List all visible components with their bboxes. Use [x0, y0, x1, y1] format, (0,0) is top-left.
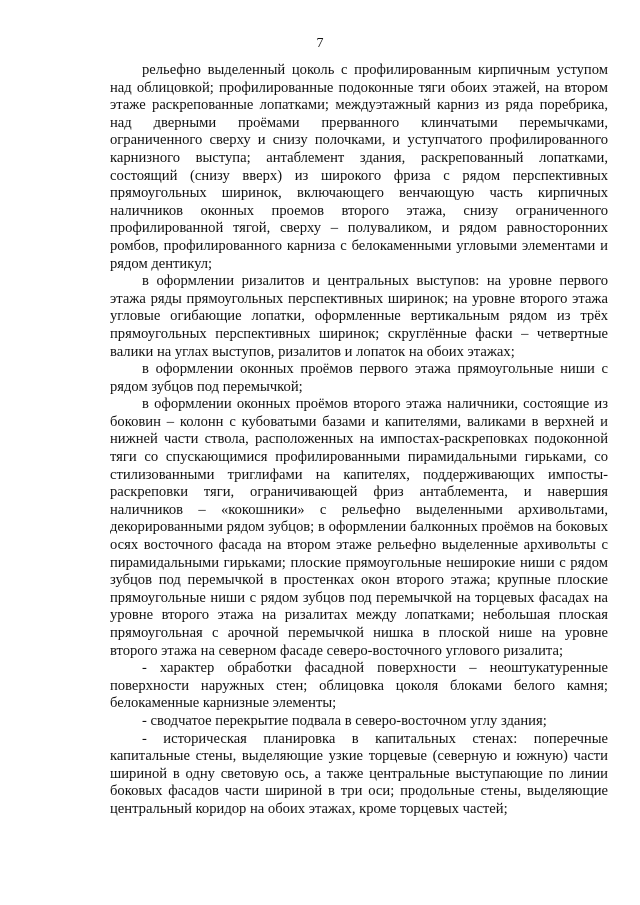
- list-item-vaulted-ceiling: - сводчатое перекрытие подвала в северо-восточном углу здания;: [142, 712, 547, 729]
- page-body: [110, 62, 608, 819]
- paragraph-second-floor-windows: в оформлении оконных проёмов второго этажа наличники, состоящие из боковин – колонн с кубоватыми базами и капителями, валиками в верхней и нижней части ствола, расположенных на импостах-раскреповках подоконной тяги со спускающимися профилированными пирамидальными гирьками, со стилизованными триглифами на капителях, поддерживающих импосты-раскреповки тяги, ограничивающей фриз антаблемента, и навершия наличников – «кокошники» с рельефно выделенными архивольтами, декорированными рядом зубцов; в оформлении балконных проёмов на боковых осях восточного фасада на втором этаже рельефно выделенные архивольты с пирамидальными гирьками; плоские прямоугольные неширокие ниши с рядом зубцов под перемычкой в простенках окон второго этажа; крупные плоские прямоугольные ниши с рядом зубцов под перемычкой на торцевых фасадах на уровне второго этажа на ризалитах между лопатками; небольшая плоская прямоугольная с арочной перемычкой нишка в плоской нише на уровне второго этажа на северном фасаде северо-восточного углового ризалита;: [110, 396, 608, 659]
- paragraph-risalits: в оформлении ризалитов и центральных выступов: на уровне первого этажа ряды прямоугольных перспективных ширинок; на уровне второго этажа угловые огибающие лопатки, оформленные вертикальным рядом из трёх прямоугольных перспективных ширинок; скруглённые фаски – четвертные валики на углах выступов, ризалитов и лопаток на обоих этажах;: [110, 273, 608, 360]
- paragraph-first-floor-windows: в оформлении оконных проёмов первого этажа прямоугольные ниши с рядом зубцов под перемычкой;: [110, 361, 608, 395]
- page-number: 7: [316, 36, 324, 51]
- list-item-surface-treatment: - характер обработки фасадной поверхности – неоштукатуренные поверхности наружных стен; облицовка цоколя блоками белого камня; белокаменные карнизные элементы;: [110, 660, 608, 712]
- paragraph-facade-decor: рельефно выделенный цоколь с профилированным кирпичным уступом над облицовкой; профилированные подоконные тяги обоих этажей, на втором этаже раскрепованные лопатками; междуэтажный карниз из ряда поребрика, над дверными проёмами прерванного клинчатыми перемычками, ограниченного сверху и снизу полочками, и уступчатого профилированного карнизного выступа; антаблемент здания, раскрепованный лопатками, состоящий (снизу вверх) из широкого фриза с рядом перспективных прямоугольных ширинок, включающего венчающую часть кирпичных наличников оконных проемов второго этажа, снизу ограниченного профилированной тягой, сверху – полуваликом, и рядом равносторонних ромбов, профилированного карниза с белокаменными угловыми элементами и рядом дентикул;: [110, 62, 608, 272]
- list-item-historic-layout: - историческая планировка в капитальных стенах: поперечные капитальные стены, выделяющие узкие торцевые (северную и южную) части шириной в одну световую ось, а также центральные выступающие по линии боковых фасадов части шириной в три оси; продольные стены, выделяющие центральный коридор на обоих этажах, кроме торцевых частей;: [110, 730, 608, 817]
